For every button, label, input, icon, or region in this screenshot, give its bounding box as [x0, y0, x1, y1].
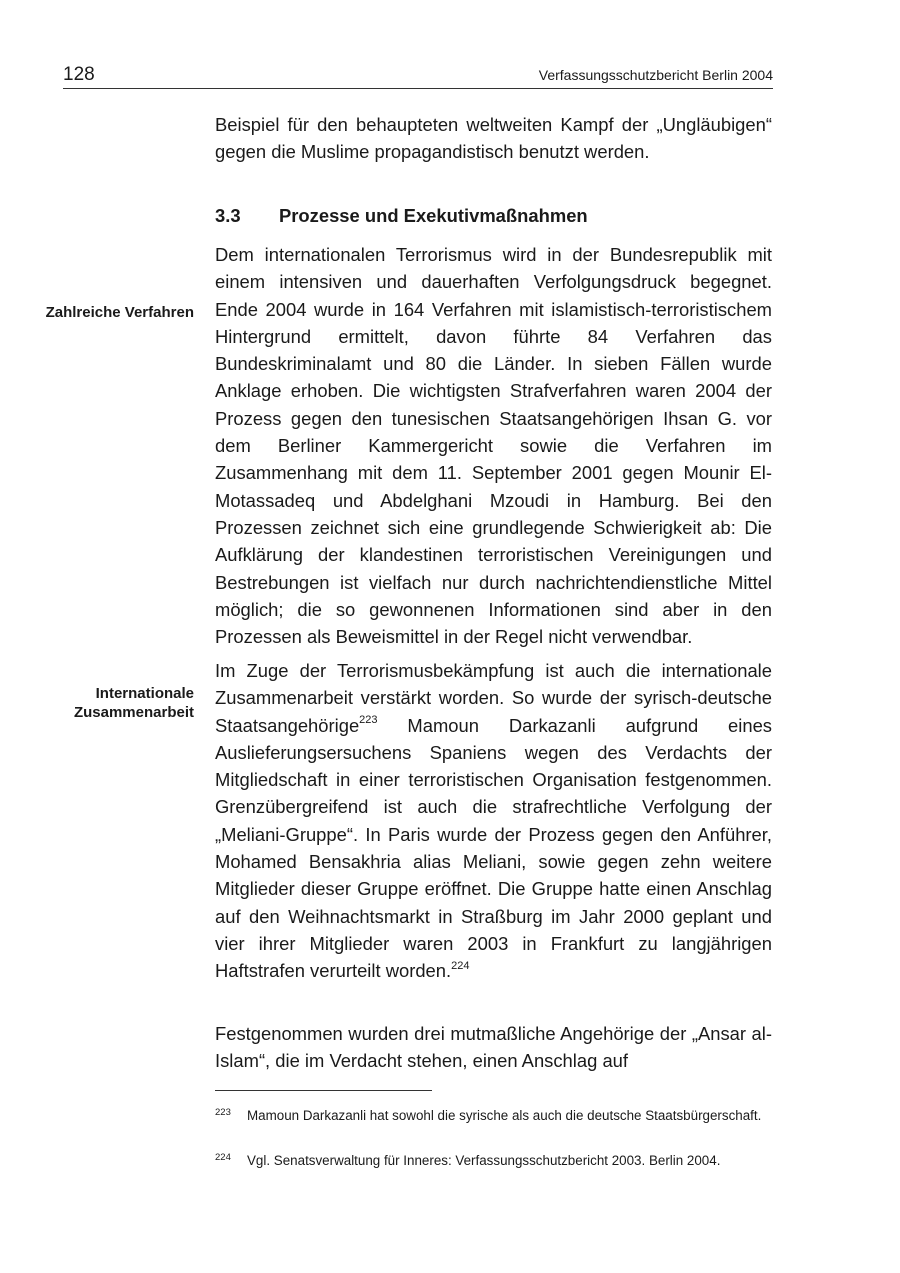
page-number: 128 [63, 64, 95, 85]
section-number: 3.3 [215, 205, 241, 226]
margin-note-line-2: Zusammenarbeit [73, 704, 194, 721]
running-title: Verfassungsschutzbericht Berlin 2004 [538, 67, 773, 83]
footnote-ref-223[interactable]: 223 [359, 714, 378, 727]
section-heading [215, 205, 588, 227]
paragraph-zusammenarbeit-part-a: Im Zuge der Terrorismusbekämpfung ist auch die internationale Zusammenarbeit verstärkt worden. So wurde der syrisch-deutsche Staatsangehörige [215, 660, 772, 736]
footnote-text: Vgl. Senatsverwaltung für Inneres: Verfassungsschutzbericht 2003. Berlin 2004. [247, 1153, 721, 1168]
margin-note-line-1: Internationale [95, 685, 194, 702]
footnote-divider [215, 1090, 432, 1091]
paragraph-verfahren-text: Dem internationalen Terrorismus wird in der Bundesrepublik mit einem intensiven und dauerhaften Verfolgungsdruck begegnet. Ende 2004 wurde in 164 Verfahren mit islamistisch-terroristischem Hintergrund ermittelt, davon führte 84 Verfahren das Bundeskriminalamt und 80 die Länder. In sieben Fällen wurde Anklage erhoben. Die wichtigsten Strafverfahren waren 2004 der Prozess gegen den tunesischen Staatsangehörigen Ihsan G. vor dem Berliner Kammergericht sowie die Verfahren im Zusammenhang mit dem 11. September 2001 gegen Mounir El-Motassadeq und Abdelghani Mzoudi in Hamburg. Bei den Prozessen zeichnet sich eine grundlegende Schwierigkeit ab: Die Aufklärung der klandestinen terroristischen Vereinigungen und Bestrebungen ist vielfach nur durch nachrichtendienstliche Mittel möglich; die so gewonnenen Informationen sind aber in den Prozessen als Beweismittel in der Regel nicht verwendbar. [215, 244, 772, 648]
paragraph-ansar [215, 1020, 772, 1075]
footnote-number: 224 [215, 1152, 231, 1163]
intro-paragraph [215, 111, 772, 166]
intro-text: Beispiel für den behaupteten weltweiten Kampf der „Ungläubigen“ gegen die Muslime propagandistisch benutzt werden. [215, 114, 772, 163]
paragraph-zusammenarbeit [215, 657, 772, 985]
footnote-number: 223 [215, 1107, 231, 1118]
footnote-ref-224[interactable]: 224 [451, 960, 470, 973]
section-title: Prozesse und Exekutivmaßnahmen [279, 205, 588, 226]
paragraph-ansar-text: Festgenommen wurden drei mutmaßliche Angehörige der „Ansar al-Islam“, die im Verdacht stehen, einen Anschlag auf [215, 1023, 772, 1072]
page-header [63, 64, 773, 89]
paragraph-verfahren [215, 241, 772, 650]
paragraph-zusammenarbeit-part-b: Mamoun Darkazanli aufgrund eines Auslieferungsersuchens Spaniens wegen des Verdachts der Mitgliedschaft in einer terroristischen Organisation festgenommen. Grenzübergreifend ist auch die strafrechtliche Verfolgung der „Meliani-Gruppe“. In Paris wurde der Prozess gegen den Anführer, Mohamed Bensakhria alias Meliani, sowie gegen zehn weitere Mitglieder dieser Gruppe eröffnet. Die Gruppe hatte einen Anschlag auf den Weihnachtsmarkt in Straßburg im Jahr 2000 geplant und vier ihrer Mitglieder waren 2003 in Frankfurt zu langjährigen Haftstrafen verurteilt worden. [215, 714, 772, 982]
margin-note-zusammenarbeit [74, 684, 194, 722]
paragraph-zusammenarbeit-text [215, 657, 772, 985]
footnote-223 [215, 1108, 772, 1124]
margin-note-verfahren: Zahlreiche Verfahren [45, 304, 194, 321]
footnote-224 [215, 1153, 772, 1169]
footnote-text: Mamoun Darkazanli hat sowohl die syrische als auch die deutsche Staatsbürgerschaft. [247, 1108, 762, 1123]
